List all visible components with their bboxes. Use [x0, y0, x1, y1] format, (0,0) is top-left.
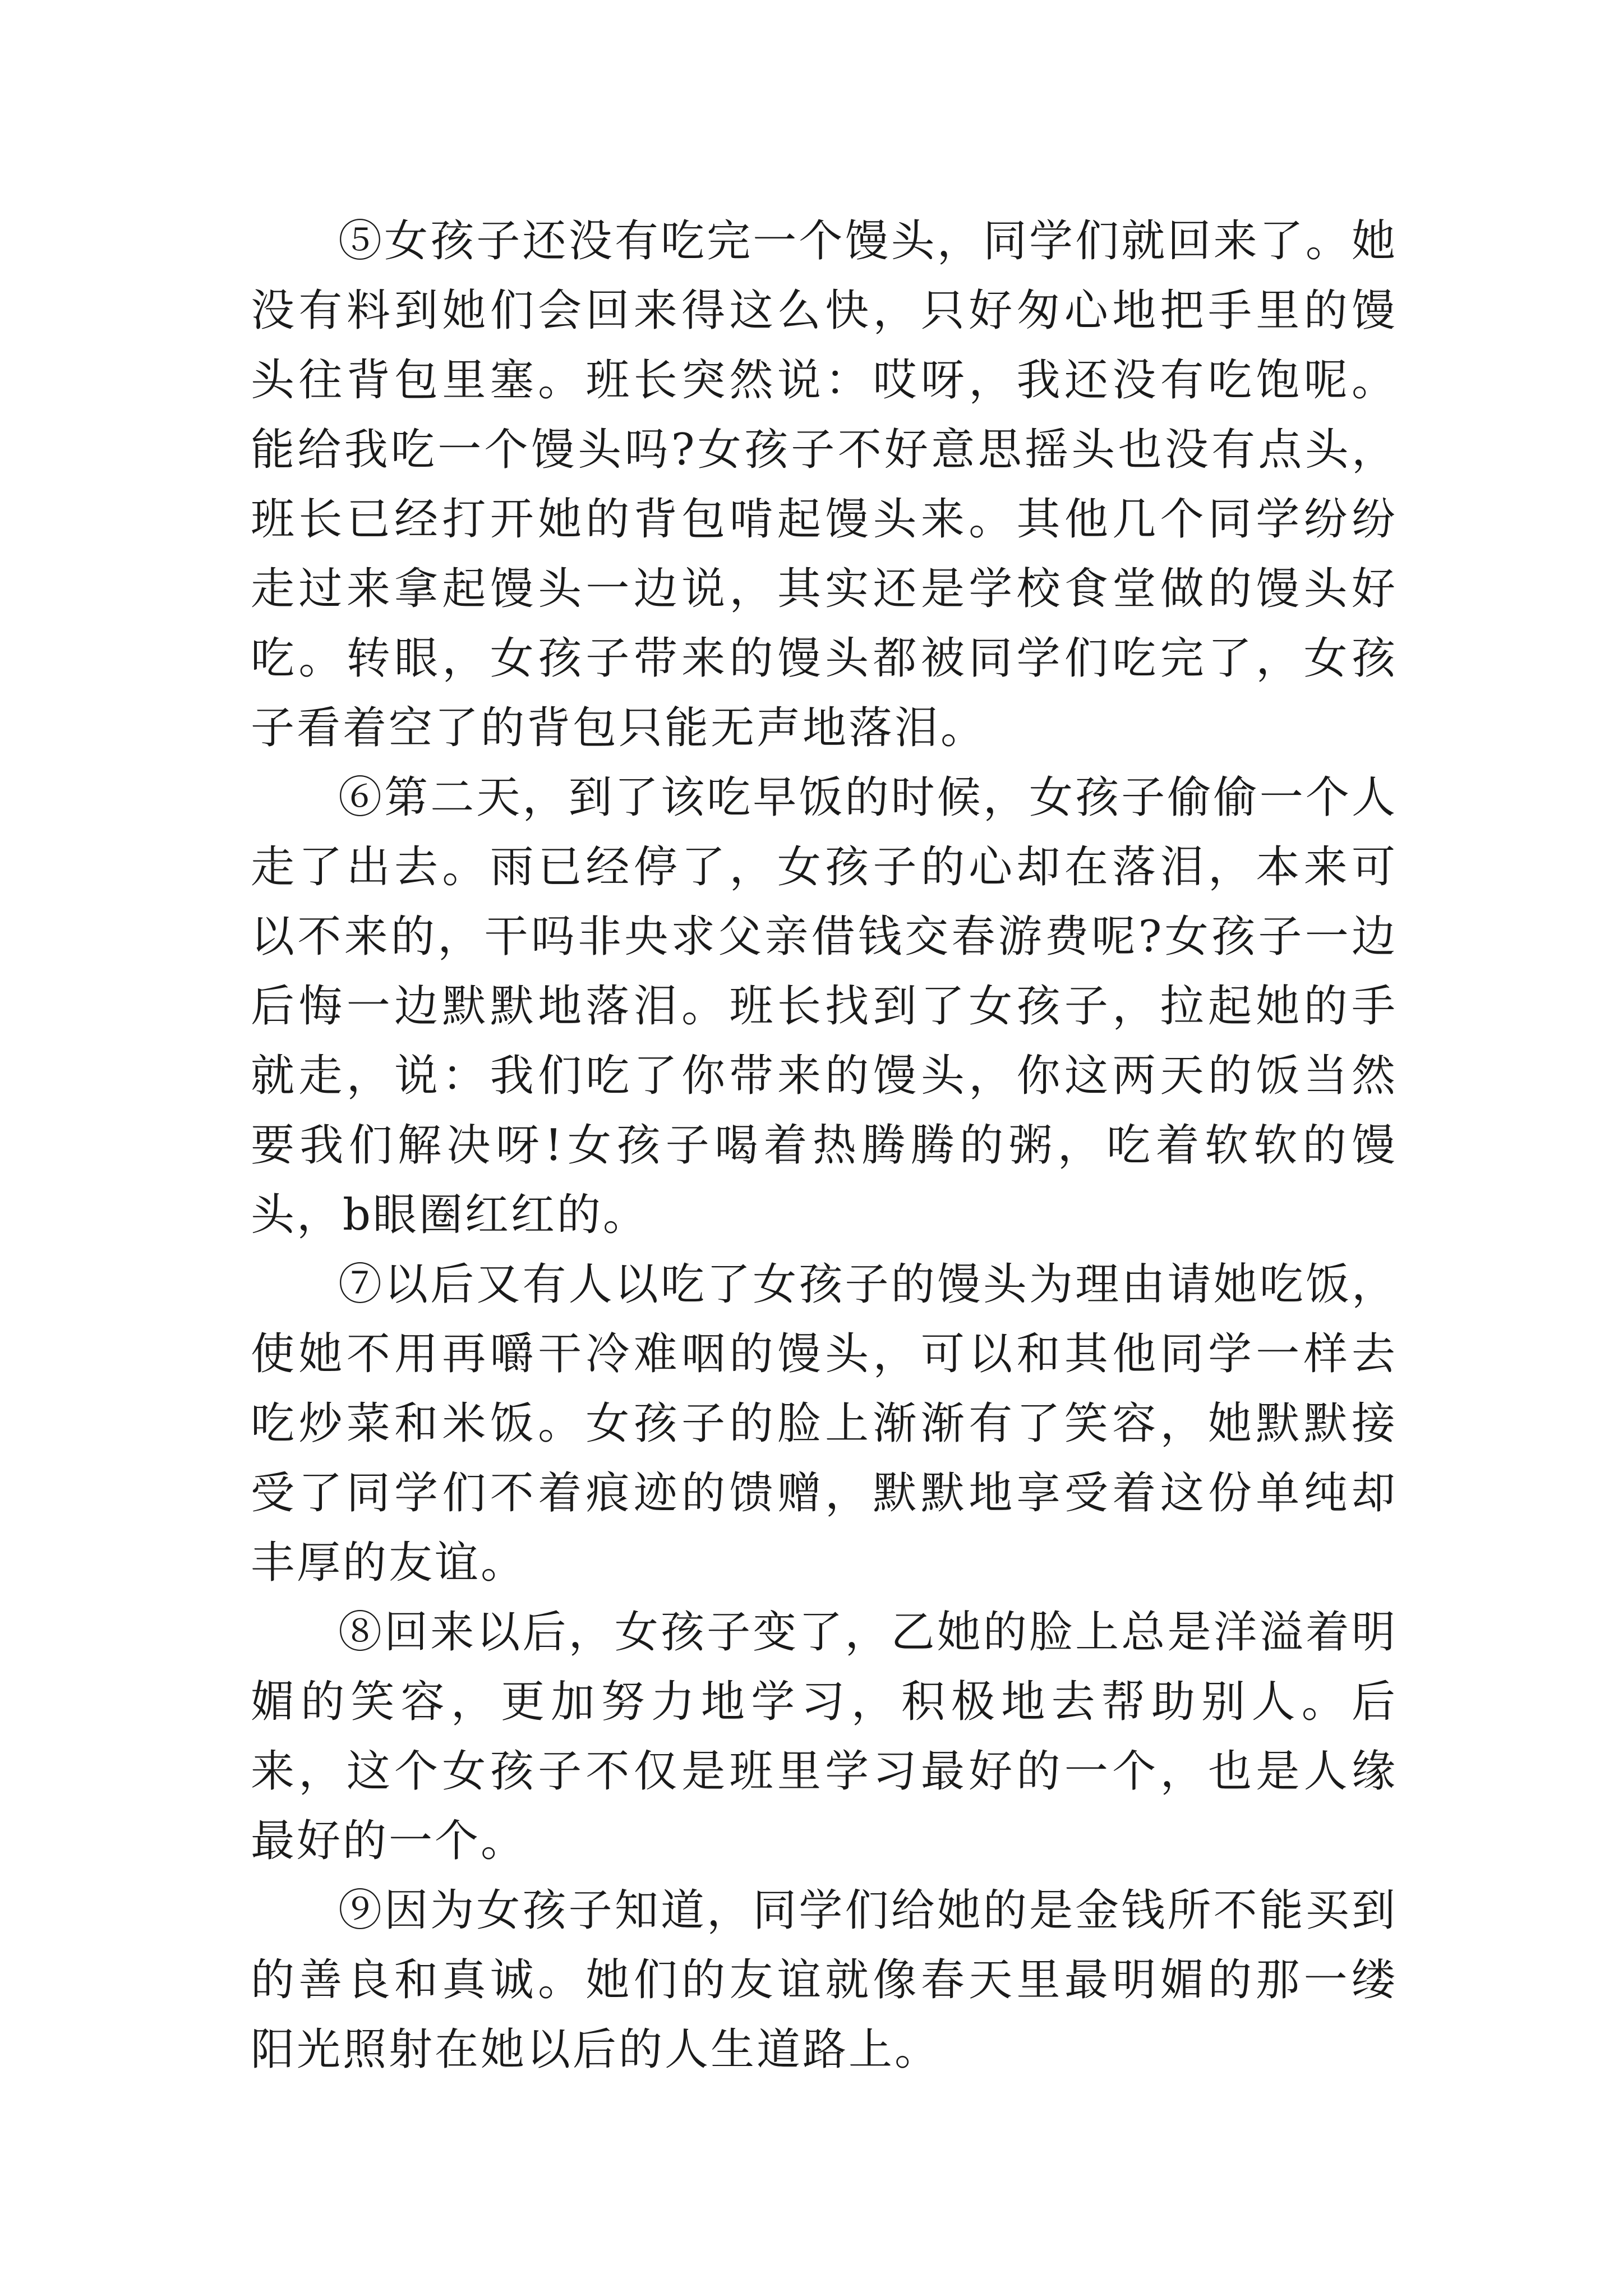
article-body	[251, 206, 1398, 2085]
paragraph-5: ⑤女孩子还没有吃完一个馒头，同学们就回来了。她没有料到她们会回来得这么快，只好匆心地把手里的馒头往背包里塞。班长突然说：哎呀，我还没有吃饱呢。能给我吃一个馒头吗?女孩子不好意思摇头也没有点头，班长已经打开她的背包啃起馒头来。其他几个同学纷纷走过来拿起馒头一边说，其实还是学校食堂做的馒头好吃。转眼，女孩子带来的馒头都被同学们吃完了，女孩子看着空了的背包只能无声地落泪。	[251, 216, 1398, 753]
paragraph-9: ⑨因为女孩子知道，同学们给她的是金钱所不能买到的善良和真诚。她们的友谊就像春天里最明媚的那一缕阳光照射在她以后的人生道路上。	[251, 1885, 1398, 2075]
paragraph-8: ⑧回来以后，女孩子变了，乙她的脸上总是洋溢着明媚的笑容，更加努力地学习，积极地去帮助别人。后来，这个女孩子不仅是班里学习最好的一个，也是人缘最好的一个。	[251, 1607, 1398, 1866]
paragraph-6: ⑥第二天，到了该吃早饭的时候，女孩子偷偷一个人走了出去。雨已经停了，女孩子的心却在落泪，本来可以不来的，干吗非央求父亲借钱交春游费呢?女孩子一边后悔一边默默地落泪。班长找到了女孩子，拉起她的手就走，说：我们吃了你带来的馒头，你这两天的饭当然要我们解决呀!女孩子喝着热腾腾的粥，吃着软软的馒头，b眼圈红红的。	[251, 772, 1398, 1240]
paragraph-7: ⑦以后又有人以吃了女孩子的馒头为理由请她吃饭，使她不用再嚼干冷难咽的馒头，可以和其他同学一样去吃炒菜和米饭。女孩子的脸上渐渐有了笑容，她默默接受了同学们不着痕迹的馈赠，默默地享受着这份单纯却丰厚的友谊。	[251, 1259, 1398, 1588]
